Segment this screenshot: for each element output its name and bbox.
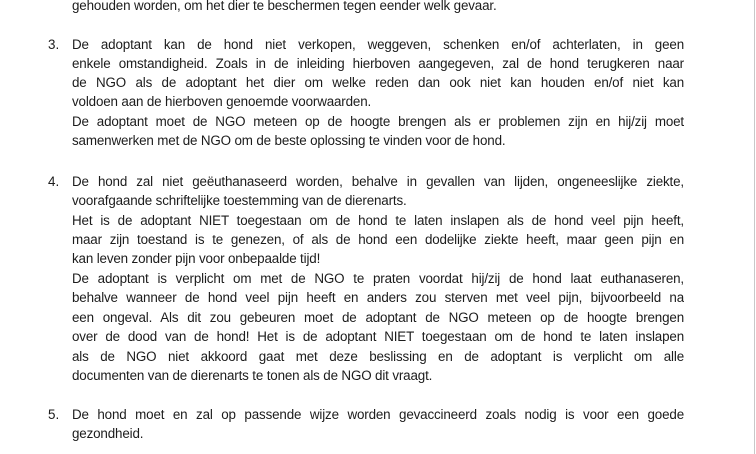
page-edge-divider bbox=[754, 0, 755, 454]
paragraph-line: voorafgaande schriftelijke toestemming van de dierenarts. bbox=[72, 193, 407, 208]
paragraph-line: behalve wanneer de hond veel pijn heeft en anders zou sterven met veel pijn, bijvoorbeeld na bbox=[72, 290, 684, 305]
paragraph-line: kan leven zonder pijn voor onbepaalde tijd! bbox=[72, 251, 321, 266]
list-number: 4. bbox=[48, 174, 60, 189]
paragraph-line: documenten van de dierenarts te tonen als de NGO dit vraagt. bbox=[72, 368, 433, 383]
paragraph-line: voldoen aan de hierboven genoemde voorwaarden. bbox=[72, 94, 372, 109]
continuation-line: gehouden worden, om het dier te beschermen tegen eender welk gevaar. bbox=[72, 0, 497, 13]
paragraph-line: Het is de adoptant NIET toegestaan om de hond te laten inslapen als de hond veel pijn heeft, bbox=[72, 213, 684, 228]
paragraph-line: over de dood van de hond! Het is de adoptant NIET toegestaan om de hond te laten inslapen bbox=[72, 329, 684, 344]
paragraph-line: De adoptant is verplicht om met de NGO te praten voordat hij/zij de hond laat euthanaseren, bbox=[72, 271, 684, 286]
paragraph-line: samenwerken met de NGO om de beste oplossing te vinden voor de hond. bbox=[72, 133, 506, 148]
paragraph-line: De adoptant kan de hond niet verkopen, weggeven, schenken en/of achterlaten, in geen bbox=[72, 37, 684, 52]
paragraph-line: De hond moet en zal op passende wijze worden gevaccineerd zoals nodig is voor een goede bbox=[72, 407, 684, 422]
list-number: 3. bbox=[48, 37, 60, 52]
paragraph-line: De hond zal niet geëuthanaseerd worden, behalve in gevallen van lijden, ongeneeslijke ziekte, bbox=[72, 174, 684, 189]
paragraph-line: enkele omstandigheid. Zoals in de inleiding hierboven aangegeven, zal de hond terugkeren naar bbox=[72, 56, 684, 71]
paragraph-line: maar zijn toestand is te genezen, of als de hond een dodelijke ziekte heeft, maar geen pijn en bbox=[72, 232, 684, 247]
paragraph-line: als de NGO niet akkoord gaat met deze beslissing en de adoptant is verplicht om alle bbox=[72, 349, 684, 364]
list-number: 5. bbox=[48, 407, 60, 422]
paragraph-line: een ongeval. Als dit zou gebeuren moet de adoptant de NGO meteen op de hoogte brengen bbox=[72, 310, 684, 325]
paragraph-line: De adoptant moet de NGO meteen op de hoogte brengen als er problemen zijn en hij/zij moet bbox=[72, 114, 684, 129]
paragraph-line: gezondheid. bbox=[72, 426, 144, 441]
paragraph-line: de NGO als de adoptant het dier om welke reden dan ook niet kan houden en/of niet kan bbox=[72, 75, 684, 90]
